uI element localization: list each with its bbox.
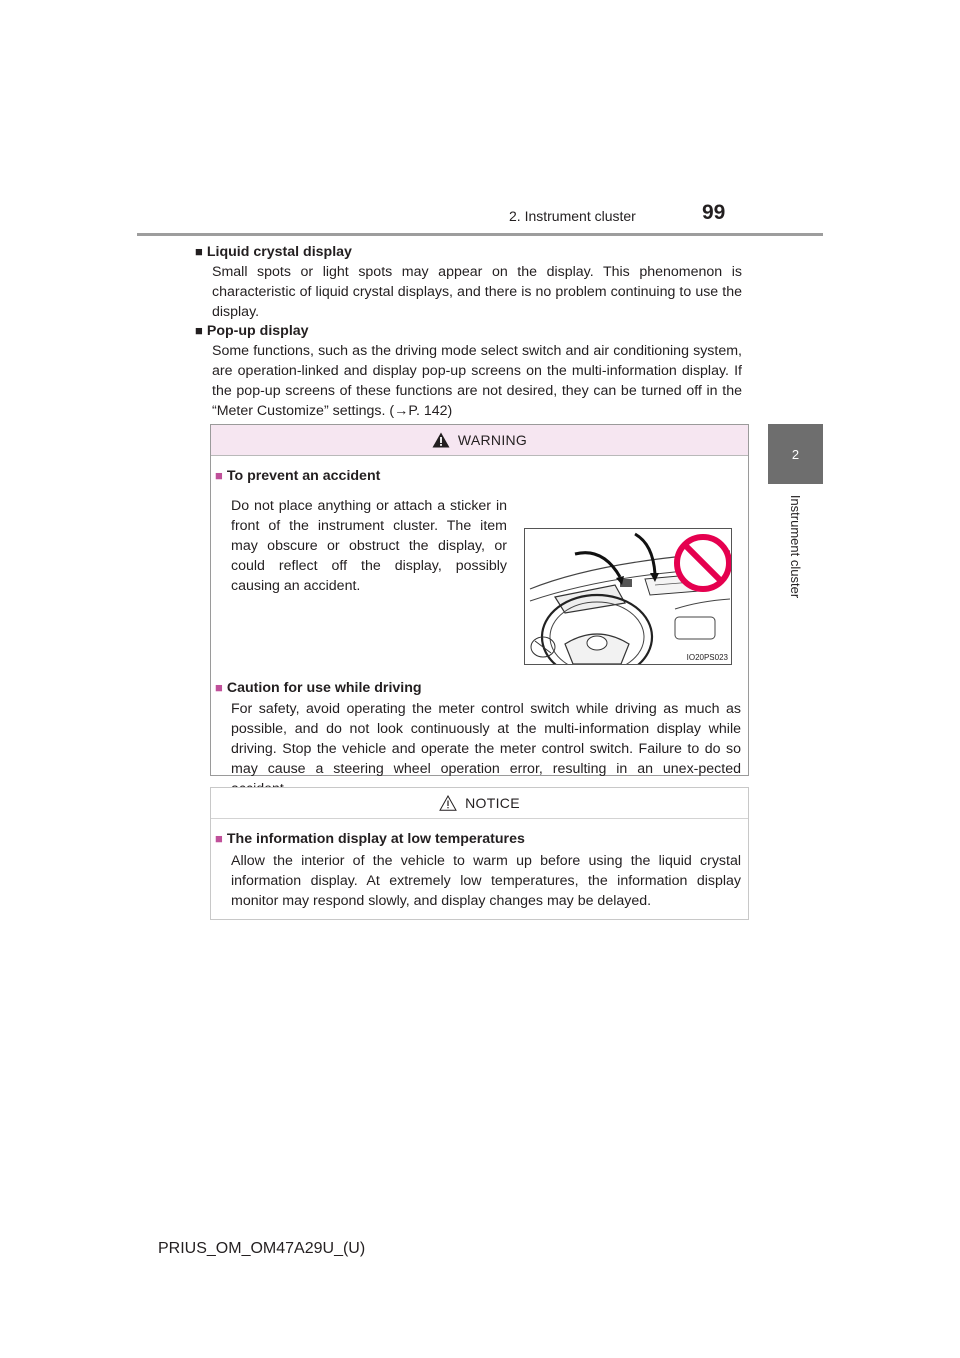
- bullet-square-icon: ■: [195, 244, 203, 259]
- notice-panel: [210, 787, 749, 920]
- document-code: PRIUS_OM_OM47A29U_(U): [158, 1240, 366, 1257]
- popup-section: [195, 321, 742, 421]
- dashboard-illustration: [524, 528, 732, 665]
- lcd-text: Small spots or light spots may appear on the display. This phenomenon is characteristic of liquid crystal displays, and there is no problem continuing to use the display.: [212, 264, 742, 320]
- dashboard-sticker-prohibited-image: [525, 529, 731, 664]
- warning-item2-text: For safety, avoid operating the meter control switch while driving as much as possible, and do not look continuously at the multi-information display while driving. Stop the vehicle and operate the meter control switch. Failure to do so may cause a steering wheel operation error, resulting in an unex-pected: [231, 701, 741, 777]
- popup-text: Some functions, such as the driving mode select switch and air conditioning system, are operation-linked and display pop-up screens on the multi-information display. If the pop-up screens of these functions are not desired, they can be turned off in the “Meter Customize” settings. (→P. 142): [212, 343, 742, 419]
- header-divider: [137, 233, 823, 236]
- caution-triangle-outline-icon: [439, 795, 457, 811]
- bullet-square-icon: ■: [215, 680, 223, 695]
- lcd-heading: ■ Liquid crystal display: [195, 244, 352, 260]
- bullet-square-icon: ■: [215, 468, 223, 483]
- section-title: 2. Instrument cluster: [509, 208, 636, 224]
- warning-triangle-icon: [432, 432, 450, 448]
- warning-title: WARNING: [457, 432, 528, 448]
- bullet-square-icon: ■: [195, 323, 203, 338]
- page-number: 99: [702, 201, 726, 224]
- warning-item2-heading: ■ Caution for use while driving: [215, 680, 422, 696]
- notice-title: NOTICE: [465, 795, 520, 811]
- warning-item1-text: Do not place anything or attach a sticker in front of the instrument cluster. The item may obscure or obstruct the display, or could reflect off the display, possibly causing an accident.: [231, 498, 507, 594]
- chapter-label: [768, 484, 823, 609]
- figure-code: IO20PS023: [686, 653, 728, 662]
- notice-item1-text: Allow the interior of the vehicle to warm up before using the liquid crystal information display. At extremely low temperatures, the information display monitor may respond slowly, and display changes may be delayed.: [231, 853, 741, 909]
- lcd-section: [195, 242, 742, 322]
- warning-header: [211, 425, 748, 456]
- reference-arrow-icon: →: [394, 403, 409, 419]
- chapter-title: Instrument cluster: [788, 494, 804, 599]
- warning-item1-heading: ■ To prevent an accident: [215, 468, 381, 484]
- popup-heading: ■ Pop-up display: [195, 323, 309, 339]
- bullet-square-icon: ■: [215, 831, 223, 846]
- chapter-number: 2: [791, 446, 800, 462]
- page-reference-link[interactable]: P. 142): [408, 403, 453, 419]
- warning-panel: [210, 424, 749, 776]
- notice-item1-heading: ■ The information display at low temperatures: [215, 831, 525, 847]
- notice-header: [211, 788, 748, 819]
- chapter-tab[interactable]: [768, 424, 823, 484]
